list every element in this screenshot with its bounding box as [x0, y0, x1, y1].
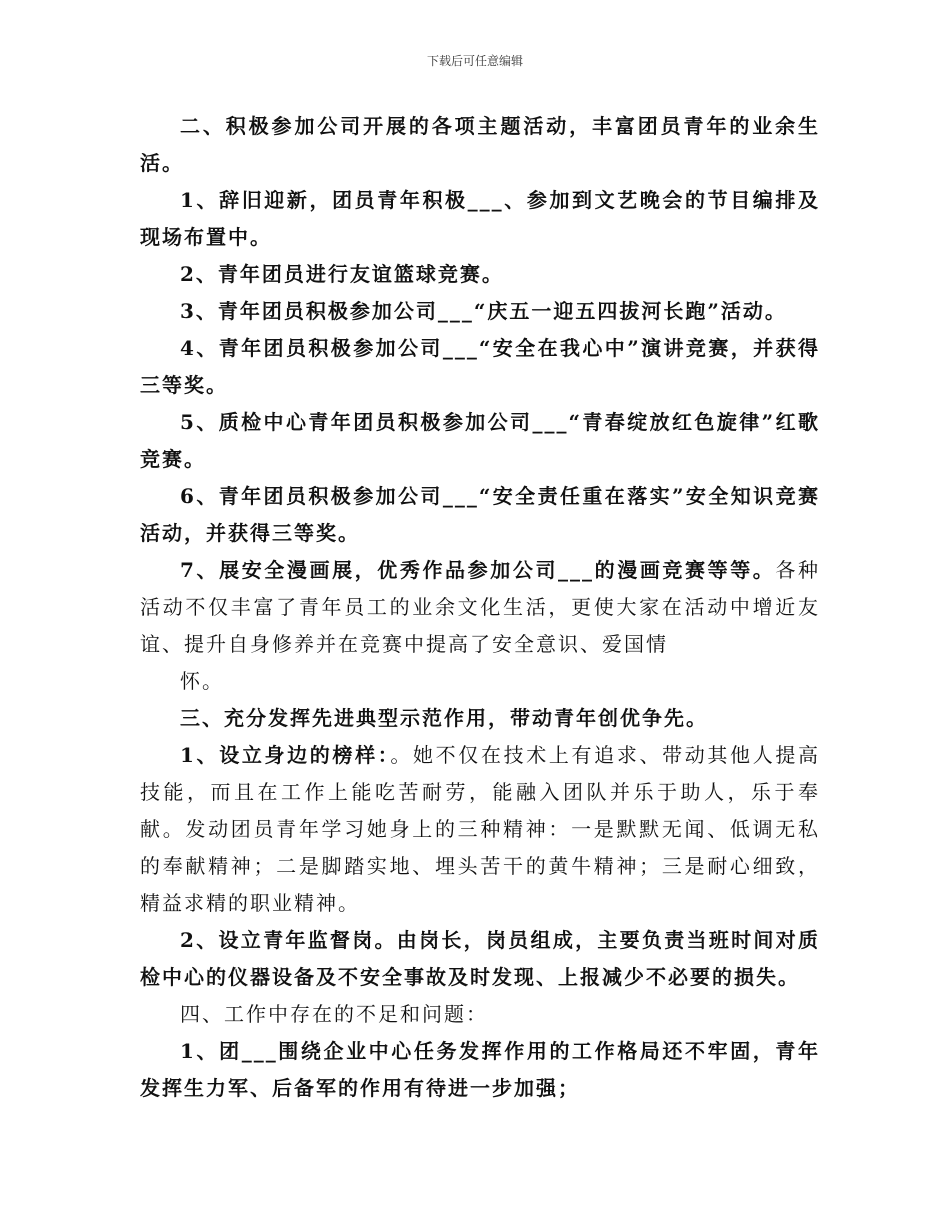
paragraph-item-6: 6、青年团员积极参加公司___“安全责任重在落实”安全知识竞赛活动，并获得三等奖。	[140, 484, 820, 545]
paragraph-issue-1: 1、团___围绕企业中心任务发挥作用的工作格局还不牢固，青年发挥生力军、后备军的作用有待进一步加强；	[140, 1039, 820, 1100]
paragraph-continuation: 怀。	[180, 669, 224, 693]
paragraph-section-3: 三、充分发挥先进典型示范作用，带动青年创优争先。	[180, 706, 708, 730]
paragraph-section-2: 二、积极参加公司开展的各项主题活动，丰富团员青年的业余生活。	[140, 114, 820, 175]
document-body	[140, 108, 820, 1107]
paragraph-item-1: 1、辞旧迎新，团员青年积极___、参加到文艺晚会的节目编排及现场布置中。	[140, 188, 820, 249]
paragraph-role-model	[140, 737, 820, 922]
item-7-normal-text: 各种活动不仅丰富了青年员工的业余文化生活，更使大家在活动中增近友谊、提升自身修养并在竞赛中提高了安全意识、爱国情	[140, 558, 821, 656]
paragraph-supervision-post: 2、设立青年监督岗。由岗长，岗员组成，主要负责当班时间对质检中心的仪器设备及不安全事故及时发现、上报减少不必要的损失。	[140, 928, 820, 989]
paragraph-section-4: 四、工作中存在的不足和问题：	[180, 1002, 488, 1026]
page-header: 下载后可任意编辑	[426, 54, 523, 68]
paragraph-item-5: 5、质检中心青年团员积极参加公司___“青春绽放红色旋律”红歌竞赛。	[140, 410, 820, 471]
role-model-normal-text: 。她不仅在技术上有追求、带动其他人提高技能，而且在工作上能吃苦耐劳，能融入团队并乐于助人，乐于奉献。发动团员青年学习她身上的三种精神：一是默默无闻、低调无私的奉献精神；二是脚踏实地、埋头苦干的黄牛精神；三是耐心细致，精益求精的职业精神。	[140, 743, 820, 915]
role-model-bold-text: 1、设立身边的榜样：	[180, 743, 391, 767]
paragraph-item-3: 3、青年团员积极参加公司___“庆五一迎五四拔河长跑”活动。	[180, 299, 787, 323]
paragraph-item-7	[140, 552, 820, 663]
item-7-bold-text: 7、展安全漫画展，优秀作品参加公司___的漫画竞赛等等。	[180, 558, 776, 582]
paragraph-item-4: 4、青年团员积极参加公司___“安全在我心中”演讲竞赛，并获得三等奖。	[140, 336, 820, 397]
paragraph-item-2: 2、青年团员进行友谊篮球竞赛。	[180, 262, 504, 286]
